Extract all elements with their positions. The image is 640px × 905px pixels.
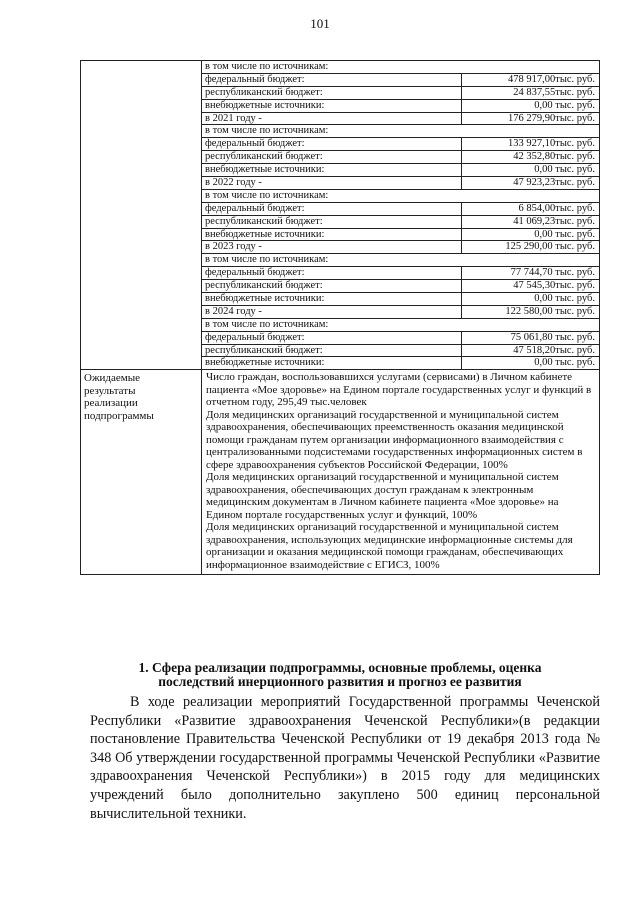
funding-line-row — [202, 241, 599, 254]
sources-heading-row — [202, 254, 599, 267]
funding-cell — [202, 61, 600, 370]
funding-line-row — [202, 345, 599, 358]
results-paragraph: Доля медицинских организаций государственной и муниципальной систем здравоохранения, использующих медицинские информационные системы для организации и оказания медицинской помощи гражданам, обеспечивающих информационное взаимодействие с ЕГИСЗ, 100% — [206, 521, 573, 571]
funding-line-row — [202, 267, 599, 280]
funding-label: внебюджетные источники: — [202, 357, 462, 369]
funding-amount: 0,00 тыс. руб. — [534, 99, 595, 111]
funding-label: внебюджетные источники: — [202, 100, 462, 112]
funding-amount: 41 069,23тыс. руб. — [513, 215, 595, 227]
results-label — [81, 370, 201, 424]
funding-rows — [202, 61, 599, 369]
funding-label: внебюджетные источники: — [202, 229, 462, 241]
funding-amount: 125 290,00 тыс. руб. — [505, 241, 595, 253]
funding-label: в том числе по источникам: — [205, 318, 329, 330]
funding-amount: 47 923,23тыс. руб. — [513, 177, 595, 189]
funding-line-row — [202, 100, 599, 113]
funding-line-row — [202, 177, 599, 190]
funding-label: в 2022 году - — [202, 177, 462, 189]
funding-label: республиканский бюджет: — [202, 216, 462, 228]
funding-line-row — [202, 332, 599, 345]
funding-line-row — [202, 164, 599, 177]
funding-amount: 0,00 тыс. руб. — [534, 228, 595, 240]
funding-line-row — [202, 306, 599, 319]
results-label-cell — [81, 370, 202, 575]
funding-label: в 2021 году - — [202, 113, 462, 125]
funding-amount: 47 518,20тыс. руб. — [513, 344, 595, 356]
funding-label: в 2024 году - — [202, 306, 462, 318]
funding-line-row — [202, 280, 599, 293]
section-heading — [80, 661, 600, 688]
results-text-cell — [202, 370, 600, 575]
funding-amount: 47 545,30тыс. руб. — [513, 280, 595, 292]
section-heading-line: 1. Сфера реализации подпрограммы, основные проблемы, оценка — [138, 660, 542, 675]
funding-label: федеральный бюджет: — [202, 203, 462, 215]
funding-label: республиканский бюджет: — [202, 87, 462, 99]
results-label-line: результаты — [84, 384, 136, 397]
results-row — [81, 370, 600, 575]
funding-label: федеральный бюджет: — [202, 267, 462, 279]
funding-line-row — [202, 216, 599, 229]
funding-label: федеральный бюджет: — [202, 138, 462, 150]
funding-amount: 0,00 тыс. руб. — [534, 357, 595, 369]
budget-table — [80, 60, 600, 575]
results-label-line: Ожидаемые — [84, 372, 141, 385]
funding-amount: 122 580,00 тыс. руб. — [505, 305, 595, 317]
funding-label: в том числе по источникам: — [205, 125, 329, 137]
funding-amount: 0,00 тыс. руб. — [534, 164, 595, 176]
funding-label: в том числе по источникам: — [205, 189, 329, 201]
funding-amount: 24 837,55тыс. руб. — [513, 86, 595, 98]
funding-line-row — [202, 74, 599, 87]
results-text — [202, 370, 599, 574]
section-heading-line: последствий инерционного развития и прогноз ее развития — [158, 673, 522, 689]
funding-line-row — [202, 229, 599, 242]
funding-amount: 77 744,70 тыс. руб. — [510, 267, 595, 279]
funding-label: в том числе по источникам: — [205, 254, 329, 266]
funding-amount: 176 279,90тыс. руб. — [508, 112, 595, 124]
funding-row — [81, 61, 600, 370]
funding-line-row — [202, 138, 599, 151]
funding-amount: 478 917,00тыс. руб. — [508, 73, 595, 85]
sources-heading-row — [202, 319, 599, 332]
funding-label: республиканский бюджет: — [202, 151, 462, 163]
funding-label: республиканский бюджет: — [202, 280, 462, 292]
funding-label: внебюджетные источники: — [202, 164, 462, 176]
funding-line-row — [202, 151, 599, 164]
funding-label: в том числе по источникам: — [205, 61, 329, 72]
funding-line-row — [202, 203, 599, 216]
body-paragraph: В ходе реализации мероприятий Государственной программы Чеченской Республики «Развитие здравоохранения Чеченской Республики»(в редакции постановление Правительства Чеченской Республики от 19 декабря 2013 года № 348 Об утверждении государственной программы Чеченской Республики «Развитие здравоохранения Чеченской Республики») в 2015 году для медицинских учреждений было дополнительно закуплено 500 единиц персональной вычислительной техники. — [90, 694, 600, 822]
results-paragraph: Число граждан, воспользовавшихся услугами (сервисами) в Личном кабинете пациента «Мое здоровье» на Едином портале государственных услуг и функций в отчетном году, 295,49 тыс.человек — [206, 371, 592, 409]
results-paragraph: Доля медицинских организаций государственной и муниципальной систем здравоохранения, обеспечивающих доступ гражданам к электронным медицинским документам в Личном кабинете пациента «Мое здоровье» на Едином портале государственных услуг и функций, 100% — [206, 471, 559, 521]
funding-amount: 0,00 тыс. руб. — [534, 293, 595, 305]
results-label-line: подпрограммы — [84, 409, 154, 422]
funding-label: республиканский бюджет: — [202, 345, 462, 357]
funding-amount: 42 352,80тыс. руб. — [513, 151, 595, 163]
funding-line-row — [202, 113, 599, 126]
sources-heading-row — [202, 125, 599, 138]
funding-amount: 6 854,00тыс. руб. — [518, 202, 595, 214]
results-paragraph: Доля медицинских организаций государственной и муниципальной систем здравоохранения, обеспечивающих преемственность оказания медицинской помощи гражданам путем организации информационного взаимодействия с централизованными подсистемами государственных информационных систем в сфере здравоохранения субъектов Российской Федерации, 100% — [206, 408, 583, 471]
empty-left-cell — [81, 61, 202, 370]
funding-label: федеральный бюджет: — [202, 332, 462, 344]
funding-label: федеральный бюджет: — [202, 74, 462, 86]
funding-line-row — [202, 87, 599, 100]
sources-heading-row — [202, 61, 599, 74]
funding-line-row — [202, 293, 599, 306]
funding-label: в 2023 году - — [202, 241, 462, 253]
funding-amount: 133 927,10тыс. руб. — [508, 138, 595, 150]
funding-line-row — [202, 357, 599, 369]
results-label-line: реализации — [84, 397, 138, 410]
funding-label: внебюджетные источники: — [202, 293, 462, 305]
body-text — [90, 693, 600, 823]
sources-heading-row — [202, 190, 599, 203]
page-number: 101 — [310, 16, 330, 31]
funding-amount: 75 061,80 тыс. руб. — [510, 331, 595, 343]
